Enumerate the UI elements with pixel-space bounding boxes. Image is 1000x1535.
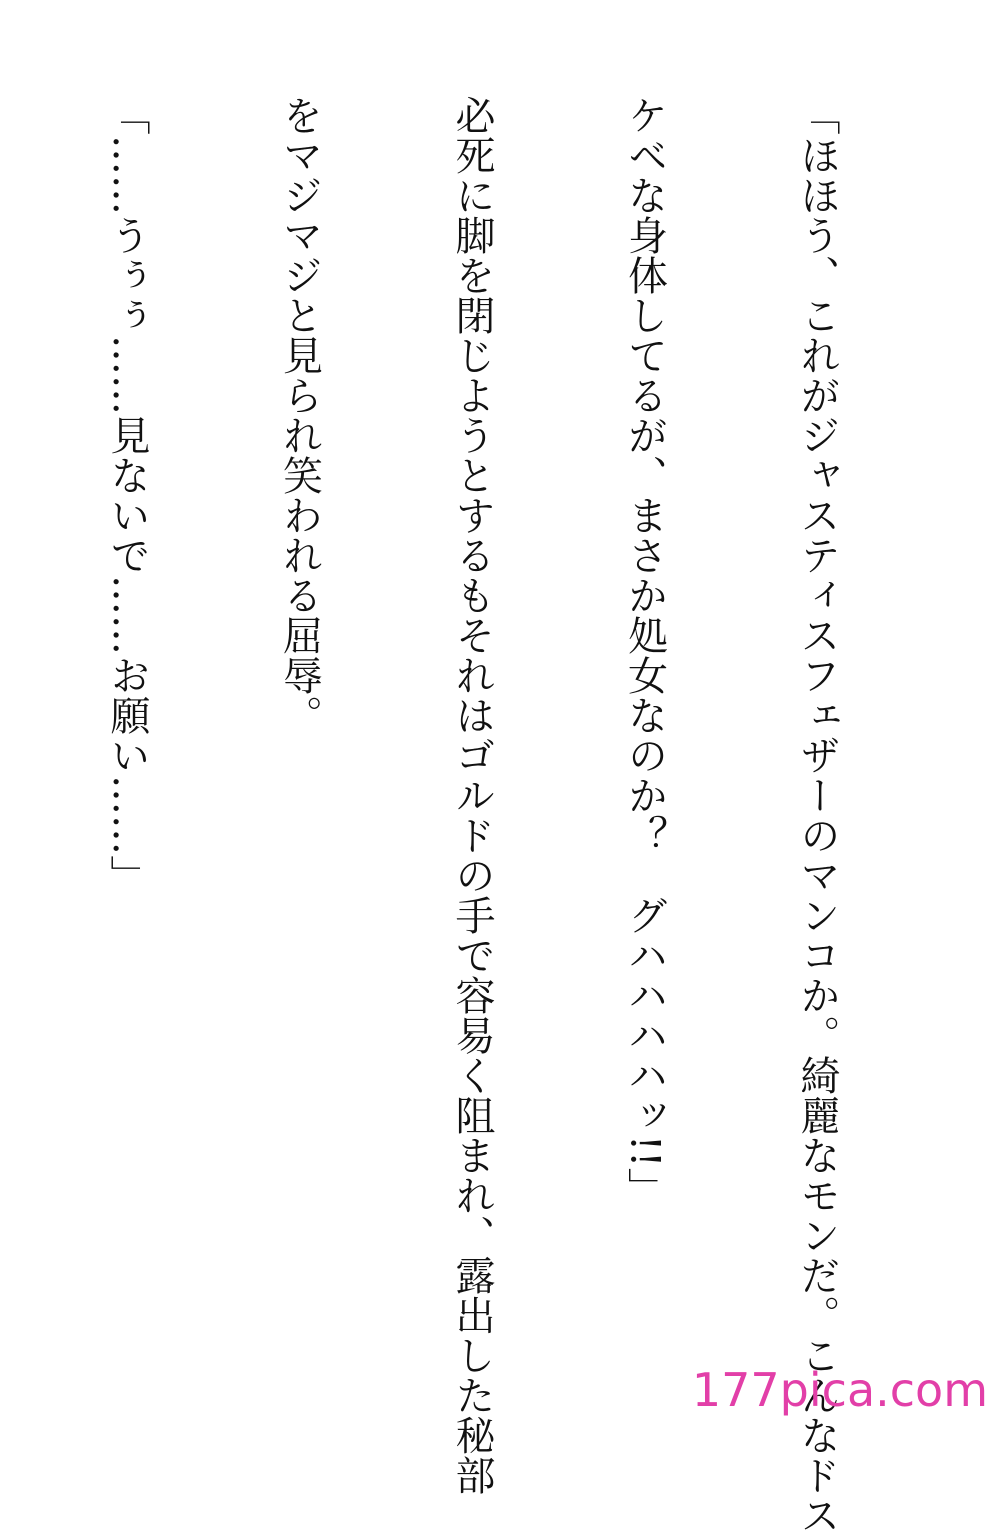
text-line: 「……うぅぅ……見ないで……お願い……」 [104, 95, 150, 895]
text-line: 必死に脚を閉じようとするもそれはゴルドの手で容易く阻まれ、露出した秘部 [449, 95, 495, 1495]
text-line: 「ほほう、これがジャスティスフェザーのマンコか。綺麗なモンだ。こんなドス [794, 95, 840, 1535]
watermark: 177pica.com [691, 1363, 988, 1417]
text-line: ケベな身体してるが、まさか処女なのか？ グハハハハッ!!」 [621, 95, 668, 1208]
text-line: をマジマジと見られ笑われる屈辱。 [276, 95, 323, 735]
